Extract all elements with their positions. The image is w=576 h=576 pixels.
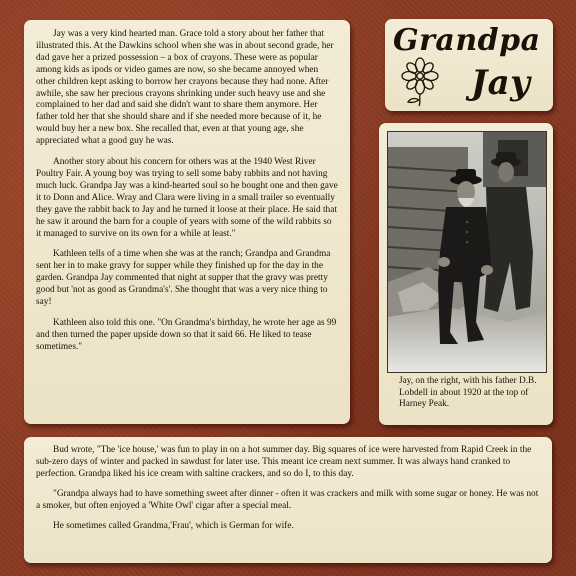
story-paragraph-4: Kathleen also told this one. "On Grandma's birthday, he wrote her age as 99 and then turned the paper upside down so that it said 66. He liked to tease sometimes.": [36, 317, 337, 352]
story-paragraph-2: Another story about his concern for others was at the 1940 West River Poultry Fair. A young boy was trying to sell some baby rabbits and not having much luck. Grandpa Jay was a kind-hearted soul so he bought one and then gave it to Donn and Alice. Wray and Clara were living in a small trailer so eventually they gave the rabbit back to Jay and he turned it loose at their place. He said that he saw it around the barn for a couple of years with some of the wild rabbits so it managed to survive on its own for a while at least.": [36, 157, 338, 239]
bottom-paragraph-2: "Grandpa always had to have something sweet after dinner - often it was crackers and milk with some sugar or honey. He was not a smoker, but often enjoyed a 'White Owl' cigar after a special meal.: [36, 488, 539, 511]
bottom-card: [24, 437, 552, 563]
bottom-paragraph-3: He sometimes called Grandma,'Frau', which is German for wife.: [53, 520, 294, 531]
photo-card: [379, 123, 553, 425]
title-card: [385, 19, 553, 111]
title-line-2: Jay: [471, 63, 531, 103]
flower-doodle-icon: [397, 57, 443, 107]
historic-photo: [387, 131, 547, 373]
bottom-paragraph-1: Bud wrote, "The 'ice house,' was fun to play in on a hot summer day. Big squares of ice were harvested from Rapid Creek in the sub-zero days of winter and packed in sawdust for later use. This meant ice cream next summer. It was always hand cranked to perfection. Grandpa liked his ice cream with saltine crackers, and so do I, to this day.: [36, 445, 532, 479]
title-line-1: Grandpa: [393, 23, 541, 58]
story-paragraph-3: Kathleen tells of a time when she was at the ranch; Grandpa and Grandma sent her in to make gravy for supper while they finished up for the day in the garden. Grandpa Jay commented that night at supper that the gravy was pretty good but 'not as good as Grandma's'. She thought that was a very nice thing to say!: [36, 249, 331, 308]
story-paragraph-1: Jay was a very kind hearted man. Grace told a story about her father that illustrated this. At the Dawkins school when she was in about second grade, her dad gave her a prized possession – a box of crayons. These were as popular among kids as ipods or video games are now, so she became annoyed when other children kept asking to borrow her crayons because they had none. After awhile, she saw her precious crayons shrinking under such heavy use and she complained to her dad and said she didn't want to share them anymore. Her father told her that she should share and if she needed more because of it, he would buy her a new box. She recalled that, even at that young age, she appreciated what a good guy he was.: [36, 29, 334, 147]
photo-caption: Jay, on the right, with his father D.B. Lobdell in about 1920 at the top of Harney Peak.: [399, 376, 537, 410]
story-card: [24, 20, 350, 424]
